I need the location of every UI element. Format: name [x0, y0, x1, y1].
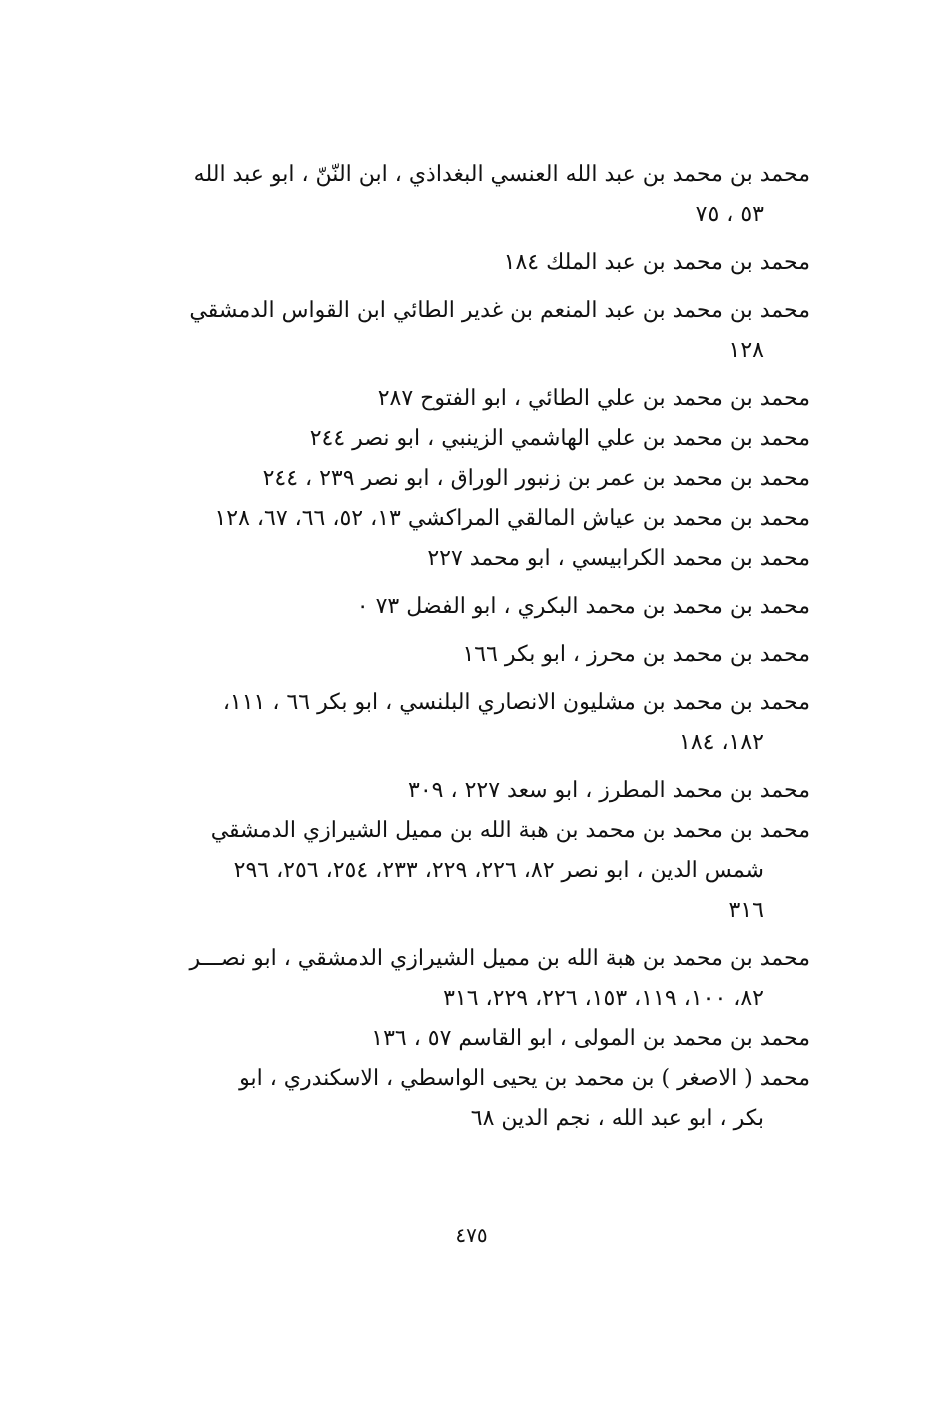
index-entry	[150, 683, 810, 763]
index-entry	[150, 499, 810, 539]
entry-line: محمد بن محمد بن عمر بن زنبور الوراق ، ابو نصر ٢٣٩ ، ٢٤٤	[262, 466, 810, 491]
index-entry	[150, 811, 810, 931]
entry-continuation-line: ٣١٦	[728, 898, 764, 923]
index-entry	[150, 1059, 810, 1139]
entry-continuation-line: ١٢٨	[728, 338, 764, 363]
index-entry	[150, 155, 810, 235]
index-entry	[150, 539, 810, 579]
entry-line: محمد بن محمد بن محرز ، ابو بكر ١٦٦	[462, 642, 810, 667]
entry-line: محمد بن محمد بن مشليون الانصاري البلنسي ، ابو بكر ٦٦ ، ١١١،	[222, 690, 810, 715]
index-entry	[150, 379, 810, 419]
entry-line: محمد بن محمد بن المولى ، ابو القاسم ٥٧ ، ١٣٦	[371, 1026, 810, 1051]
entry-line: محمد بن محمد بن عبد الملك ١٨٤	[503, 250, 810, 275]
entry-line: محمد ( الاصغر ) بن محمد بن يحيى الواسطي ، الاسكندري ، ابو	[239, 1066, 810, 1091]
index-entry	[150, 939, 810, 1019]
entry-line: محمد بن محمد بن علي الهاشمي الزينبي ، ابو نصر ٢٤٤	[309, 426, 810, 451]
index-entry	[150, 459, 810, 499]
index-entry	[150, 291, 810, 371]
index-entry	[150, 1019, 810, 1059]
entry-continuation-line: ٨٢، ١٠٠، ١١٩، ١٥٣، ٢٢٦، ٢٢٩، ٣١٦	[443, 986, 764, 1011]
entry-line: محمد بن محمد بن هبة الله بن مميل الشيرازي الدمشقي ، ابو نصـــر	[189, 946, 810, 971]
page-number: ٤٧٥	[455, 1223, 488, 1247]
entry-line: محمد بن محمد بن محمد البكري ، ابو الفضل ٧٣ ٠	[356, 594, 810, 619]
entry-continuation-line: شمس الدين ، ابو نصر ٨٢، ٢٢٦، ٢٢٩، ٢٣٣، ٢٥٤، ٢٥٦، ٢٩٦	[233, 858, 764, 883]
entry-line: محمد بن محمد بن محمد بن هبة الله بن مميل الشيرازي الدمشقي	[210, 818, 810, 843]
entry-continuation-line: ٥٣ ، ٧٥	[695, 202, 764, 227]
name-index-list	[150, 155, 810, 1139]
entry-line: محمد بن محمد المطرز ، ابو سعد ٢٢٧ ، ٣٠٩	[408, 778, 810, 803]
index-entry	[150, 243, 810, 283]
entry-line: محمد بن محمد بن عبد المنعم بن غدير الطائي ابن القواس الدمشقي	[189, 298, 810, 323]
entry-continuation-line: بكر ، ابو عبد الله ، نجم الدين ٦٨	[470, 1106, 764, 1131]
index-entry	[150, 419, 810, 459]
entry-line: محمد بن محمد بن علي الطائي ، ابو الفتوح ٢٨٧	[377, 386, 810, 411]
entry-line: محمد بن محمد بن عبد الله العنسي البغداذي ، ابن النّنّ ، ابو عبد الله	[193, 162, 810, 187]
index-entry	[150, 771, 810, 811]
entry-line: محمد بن محمد بن عياش المالقي المراكشي ١٣، ٥٢، ٦٦، ٦٧، ١٢٨	[214, 506, 810, 531]
index-entry	[150, 587, 810, 627]
entry-line: محمد بن محمد الكرابيسي ، ابو محمد ٢٢٧	[427, 546, 810, 571]
entry-continuation-line: ١٨٢، ١٨٤	[679, 730, 764, 755]
index-entry	[150, 635, 810, 675]
